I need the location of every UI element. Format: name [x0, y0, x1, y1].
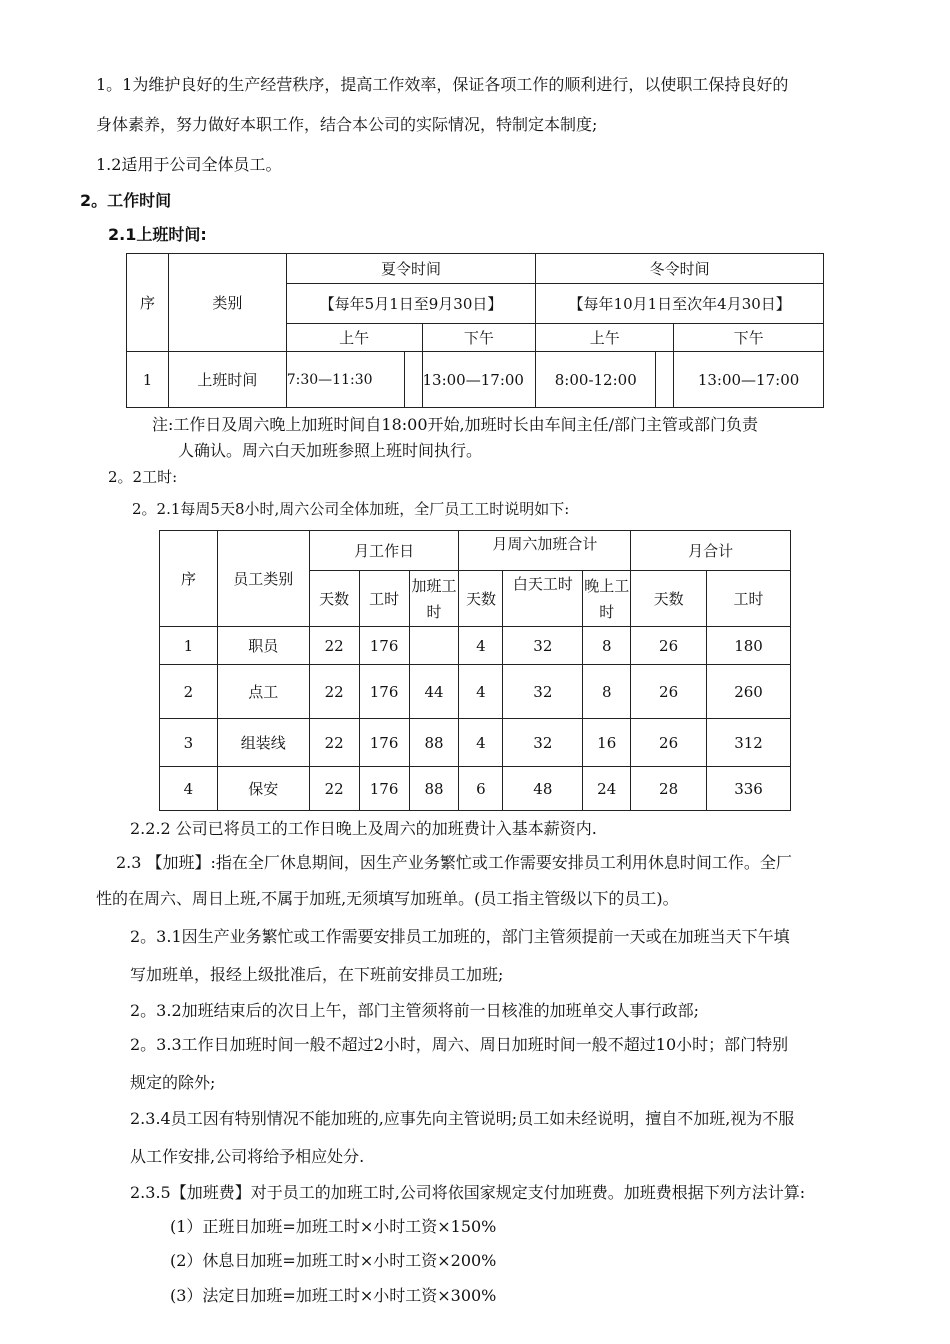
t2-header-hours: 工时	[359, 571, 409, 627]
t2-cell: 88	[409, 719, 459, 767]
t2-cell: 336	[707, 767, 791, 811]
para-1-2: 1.2适用于公司全体员工。	[96, 155, 282, 174]
t2-cell: 32	[503, 627, 583, 665]
t2-header-total-days: 天数	[631, 571, 707, 627]
t2-cell: 8	[583, 665, 631, 719]
t2-cell: 22	[309, 627, 359, 665]
t2-cell: 4	[459, 627, 503, 665]
t2-cell: 1	[160, 627, 218, 665]
t2-cell: 点工	[217, 665, 309, 719]
t2-cell: 180	[707, 627, 791, 665]
para-2-3-line1: 2.3 【加班】:指在全厂休息期间，因生产业务繁忙或工作需要安排员工利用休息时间工作。全厂	[116, 853, 792, 872]
t2-header-month: 月工作日	[309, 531, 459, 571]
t2-cell: 16	[583, 719, 631, 767]
t1-summer-range: 【每年5月1日至9月30日】	[286, 284, 536, 324]
t1-summer-am: 上午	[286, 324, 422, 352]
t1-summer-am-time: 7:30—11:30	[286, 352, 404, 408]
work-hours-table	[126, 253, 824, 408]
t2-header-sat-days: 天数	[459, 571, 503, 627]
t2-cell: 312	[707, 719, 791, 767]
t1-header-seq: 序	[127, 254, 169, 352]
para-2-3-2: 2。3.2加班结束后的次日上午，部门主管须将前一日核准的加班单交人事行政部;	[130, 1001, 700, 1020]
work-hours-summary-table	[159, 530, 791, 811]
t2-cell: 26	[631, 627, 707, 665]
t2-cell: 4	[459, 665, 503, 719]
t2-cell: 8	[583, 627, 631, 665]
para-1-1-line1: 1。1为维护良好的生产经营秩序，提高工作效率，保证各项工作的顺利进行，以使职工保持良好的	[96, 75, 789, 94]
t2-cell: 32	[503, 719, 583, 767]
t2-cell: 48	[503, 767, 583, 811]
para-2-3-1-line1: 2。3.1因生产业务繁忙或工作需要安排员工加班的，部门主管须提前一天或在加班当天下午填	[130, 927, 790, 946]
section-2-title: 2。工作时间	[80, 191, 172, 210]
formula-3: (3）法定日加班=加班工时×小时工资×300%	[170, 1286, 497, 1305]
t1-winter-am: 上午	[536, 324, 674, 352]
para-2-3-3-line1: 2。3.3工作日加班时间一般不超过2小时，周六、周日加班时间一般不超过10小时；部门特别	[130, 1035, 789, 1054]
t2-cell: 260	[707, 665, 791, 719]
t2-cell: 176	[359, 627, 409, 665]
t1-header-category: 类别	[168, 254, 286, 352]
t2-cell: 4	[160, 767, 218, 811]
t1-winter-am-time: 8:00-12:00	[536, 352, 656, 408]
t1-summer-pm-time: 13:00—17:00	[422, 352, 536, 408]
t2-cell: 28	[631, 767, 707, 811]
t2-header-seq: 序	[160, 531, 218, 627]
t2-cell: 26	[631, 719, 707, 767]
t2-cell: 88	[409, 767, 459, 811]
t1-header-summer: 夏令时间	[286, 254, 536, 284]
para-2-3-3-line2: 规定的除外;	[130, 1073, 216, 1092]
t1-row-category: 上班时间	[168, 352, 286, 408]
note-line1: 注:工作日及周六晚上加班时间自18:00开始,加班时长由车间主任/部门主管或部门负责	[152, 415, 758, 434]
t2-header-night-hours: 晚上工时	[583, 571, 631, 627]
t2-cell: 22	[309, 767, 359, 811]
para-2-3-5: 2.3.5【加班费】对于员工的加班工时,公司将依国家规定支付加班费。加班费根据下列方法计算:	[130, 1183, 806, 1202]
t2-cell: 24	[583, 767, 631, 811]
section-2-2-1: 2。2.1每周5天8小时,周六公司全体加班，全厂员工工时说明如下:	[132, 500, 570, 518]
t2-header-total: 月合计	[631, 531, 791, 571]
t2-cell: 保安	[217, 767, 309, 811]
t2-header-type: 员工类别	[217, 531, 309, 627]
formula-2: (2）休息日加班=加班工时×小时工资×200%	[170, 1251, 497, 1270]
t2-cell: 2	[160, 665, 218, 719]
t2-cell: 4	[459, 719, 503, 767]
para-2-3-line2: 性的在周六、周日上班,不属于加班,无须填写加班单。(员工指主管级以下的员工)。	[96, 889, 679, 908]
t2-header-day-hours: 白天工时	[503, 571, 583, 627]
t2-header-total-hours: 工时	[707, 571, 791, 627]
t2-cell: 176	[359, 767, 409, 811]
t2-header-saturday: 月周六加班合计	[459, 531, 631, 571]
t2-cell: 32	[503, 665, 583, 719]
t2-cell: 22	[309, 719, 359, 767]
para-2-3-4-line1: 2.3.4员工因有特别情况不能加班的,应事先向主管说明;员工如未经说明，擅自不加班,视为不服	[130, 1109, 795, 1128]
para-1-1-line2: 身体素养，努力做好本职工作，结合本公司的实际情况，特制定本制度;	[96, 115, 598, 134]
t1-winter-pm-time: 13:00—17:00	[674, 352, 824, 408]
note-line2: 人确认。周六白天加班参照上班时间执行。	[178, 441, 483, 460]
t1-winter-pm: 下午	[674, 324, 824, 352]
t2-cell: 22	[309, 665, 359, 719]
t2-cell	[409, 627, 459, 665]
t1-row-seq: 1	[127, 352, 169, 408]
t1-winter-range: 【每年10月1日至次年4月30日】	[536, 284, 824, 324]
t1-empty-cell	[404, 352, 422, 408]
section-2-1-title: 2.1上班时间:	[108, 225, 207, 244]
t2-header-overtime: 加班工时	[409, 571, 459, 627]
section-2-2: 2。2工时:	[108, 468, 178, 486]
t1-summer-pm: 下午	[422, 324, 536, 352]
formula-1: (1）正班日加班=加班工时×小时工资×150%	[170, 1217, 497, 1236]
t2-cell: 26	[631, 665, 707, 719]
t2-cell: 3	[160, 719, 218, 767]
t2-cell: 176	[359, 719, 409, 767]
t2-header-days: 天数	[309, 571, 359, 627]
para-2-3-4-line2: 从工作安排,公司将给予相应处分.	[130, 1147, 365, 1166]
t2-cell: 44	[409, 665, 459, 719]
para-2-3-1-line2: 写加班单，报经上级批准后，在下班前安排员工加班;	[130, 965, 504, 984]
t2-cell: 6	[459, 767, 503, 811]
t1-header-winter: 冬令时间	[536, 254, 824, 284]
para-2-2-2: 2.2.2 公司已将员工的工作日晚上及周六的加班费计入基本薪资内.	[130, 819, 597, 838]
t2-cell: 职员	[217, 627, 309, 665]
t2-cell: 176	[359, 665, 409, 719]
t1-empty-cell	[656, 352, 674, 408]
t2-cell: 组装线	[217, 719, 309, 767]
